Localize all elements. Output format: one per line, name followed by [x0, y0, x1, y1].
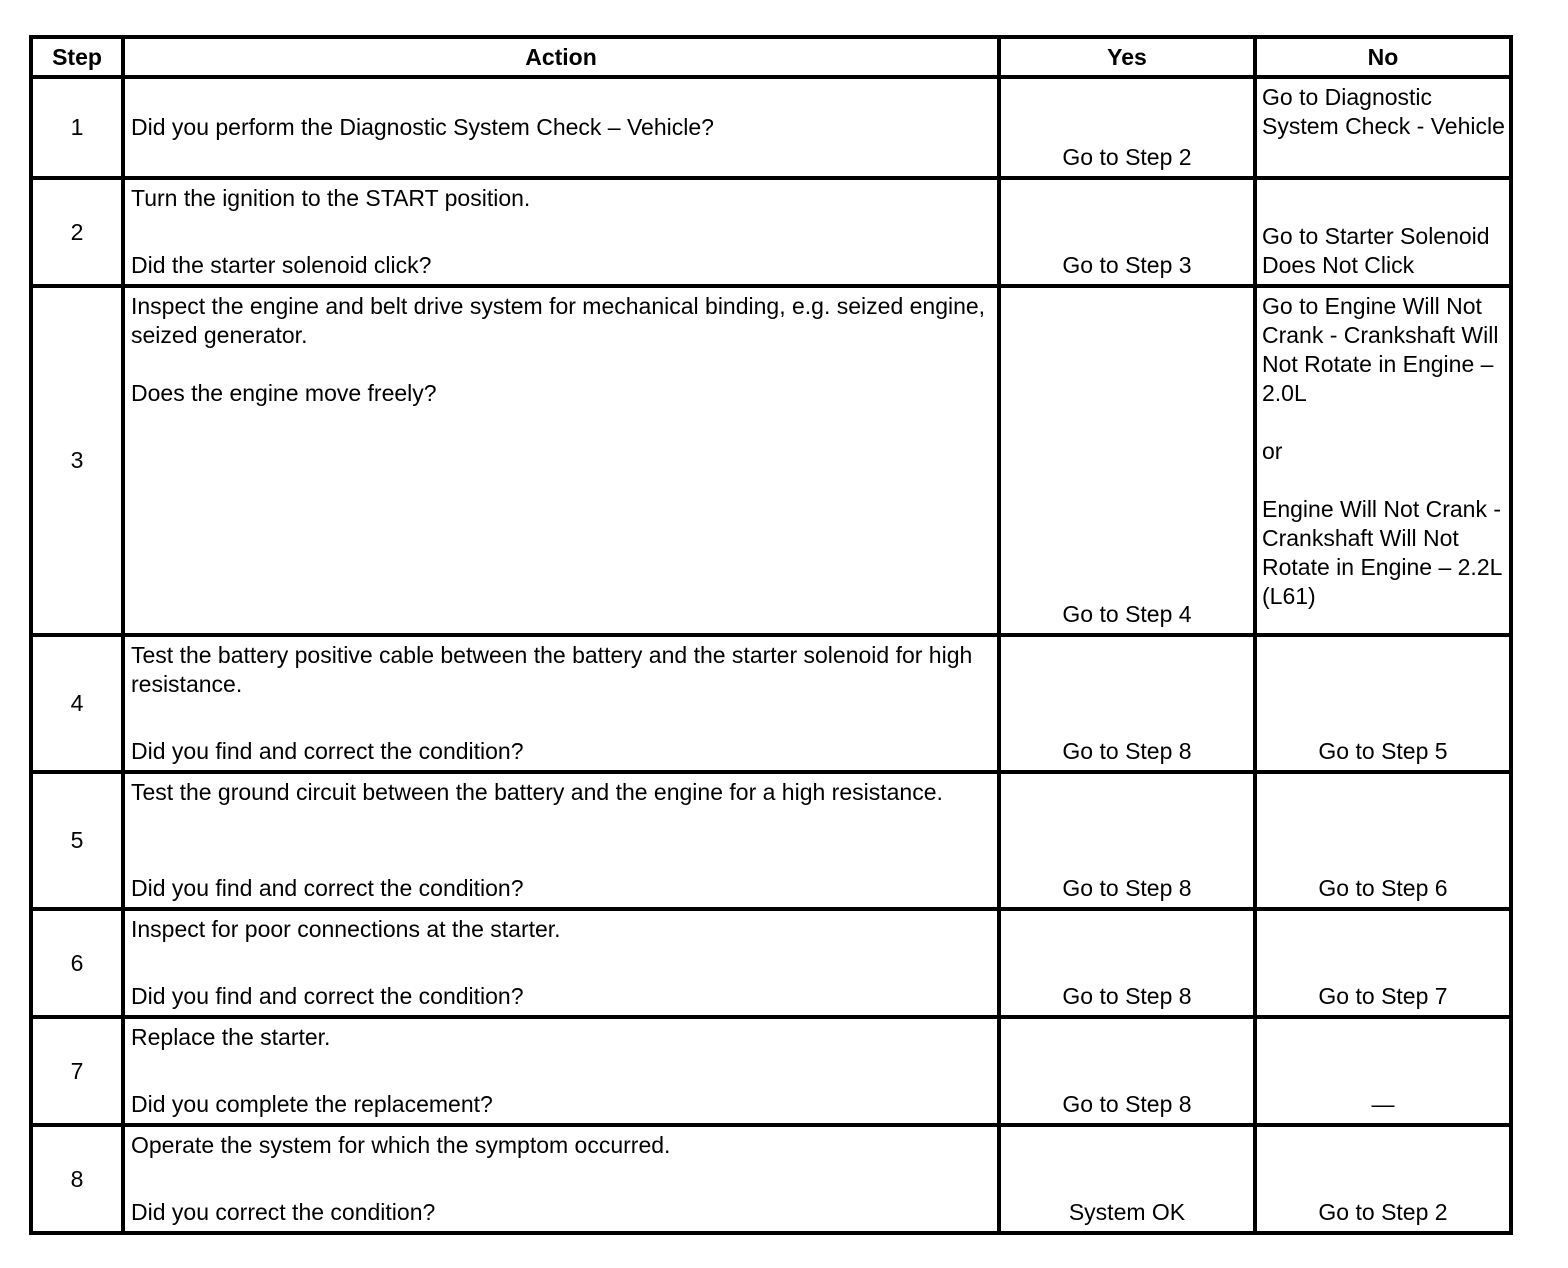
action-cell: [123, 1125, 999, 1233]
yes-result: Go to Step 2: [999, 77, 1255, 178]
action-text: Operate the system for which the symptom occurred.: [131, 1132, 671, 1158]
no-cell: [1255, 178, 1511, 286]
action-text: Replace the starter.: [131, 1024, 331, 1050]
action-question: Did you find and correct the condition?: [131, 875, 524, 901]
action-question: Did you correct the condition?: [131, 1199, 436, 1225]
diagnostic-table: [29, 35, 1513, 1235]
header-action: Action: [123, 37, 999, 77]
table-row: [31, 286, 1511, 635]
no-cell: [1255, 77, 1511, 178]
no-or: or: [1262, 438, 1283, 464]
action-text: Did you perform the Diagnostic System Check – Vehicle?: [131, 114, 714, 140]
header-yes: Yes: [999, 37, 1255, 77]
no-result-alt: Engine Will Not Crank - Crankshaft Will Not Rotate in Engine – 2.2L (L61): [1262, 496, 1502, 609]
action-text: Inspect the engine and belt drive system for mechanical binding, e.g. seized engine, seized generator.: [131, 293, 986, 348]
table-row: [31, 1017, 1511, 1125]
table-row: [31, 77, 1511, 178]
action-cell: [123, 1017, 999, 1125]
step-number: 4: [31, 635, 123, 772]
action-question: Did you find and correct the condition?: [131, 983, 524, 1009]
step-number: 5: [31, 772, 123, 909]
yes-result: Go to Step 8: [999, 635, 1255, 772]
step-number: 8: [31, 1125, 123, 1233]
step-number: 3: [31, 286, 123, 635]
action-cell: [123, 178, 999, 286]
no-result: Go to Engine Will Not Crank - Crankshaft Will Not Rotate in Engine – 2.0L: [1262, 293, 1499, 406]
yes-result: Go to Step 8: [999, 772, 1255, 909]
header-step: Step: [31, 37, 123, 77]
no-cell: [1255, 286, 1511, 635]
no-result: Go to Step 5: [1255, 635, 1511, 772]
action-cell: [123, 286, 999, 635]
no-result: Go to Diagnostic System Check - Vehicle: [1262, 84, 1505, 139]
step-number: 1: [31, 77, 123, 178]
table-row: [31, 772, 1511, 909]
no-result: Go to Step 7: [1255, 909, 1511, 1017]
no-result: Go to Step 6: [1255, 772, 1511, 909]
action-question: Did the starter solenoid click?: [131, 252, 432, 278]
step-number: 2: [31, 178, 123, 286]
action-text: Inspect for poor connections at the starter.: [131, 916, 561, 942]
action-cell: [123, 772, 999, 909]
no-result: Go to Starter Solenoid Does Not Click: [1262, 223, 1490, 278]
action-text: Turn the ignition to the START position.: [131, 185, 531, 211]
yes-result: System OK: [999, 1125, 1255, 1233]
header-no: No: [1255, 37, 1511, 77]
action-cell: [123, 909, 999, 1017]
action-question: Did you find and correct the condition?: [131, 738, 524, 764]
step-number: 6: [31, 909, 123, 1017]
table-row: [31, 1125, 1511, 1233]
no-result: —: [1255, 1017, 1511, 1125]
yes-result: Go to Step 8: [999, 1017, 1255, 1125]
yes-result: Go to Step 8: [999, 909, 1255, 1017]
action-question: Does the engine move freely?: [131, 380, 437, 406]
table-row: [31, 909, 1511, 1017]
no-result: Go to Step 2: [1255, 1125, 1511, 1233]
header-row: [31, 37, 1511, 77]
action-cell: [123, 635, 999, 772]
yes-result: Go to Step 4: [999, 286, 1255, 635]
action-text: Test the ground circuit between the battery and the engine for a high resistance.: [131, 779, 943, 805]
action-question: Did you complete the replacement?: [131, 1091, 493, 1117]
table-row: [31, 635, 1511, 772]
action-text: Test the battery positive cable between the battery and the starter solenoid for high resistance.: [131, 642, 973, 697]
step-number: 7: [31, 1017, 123, 1125]
yes-result: Go to Step 3: [999, 178, 1255, 286]
action-cell: [123, 77, 999, 178]
table-row: [31, 178, 1511, 286]
